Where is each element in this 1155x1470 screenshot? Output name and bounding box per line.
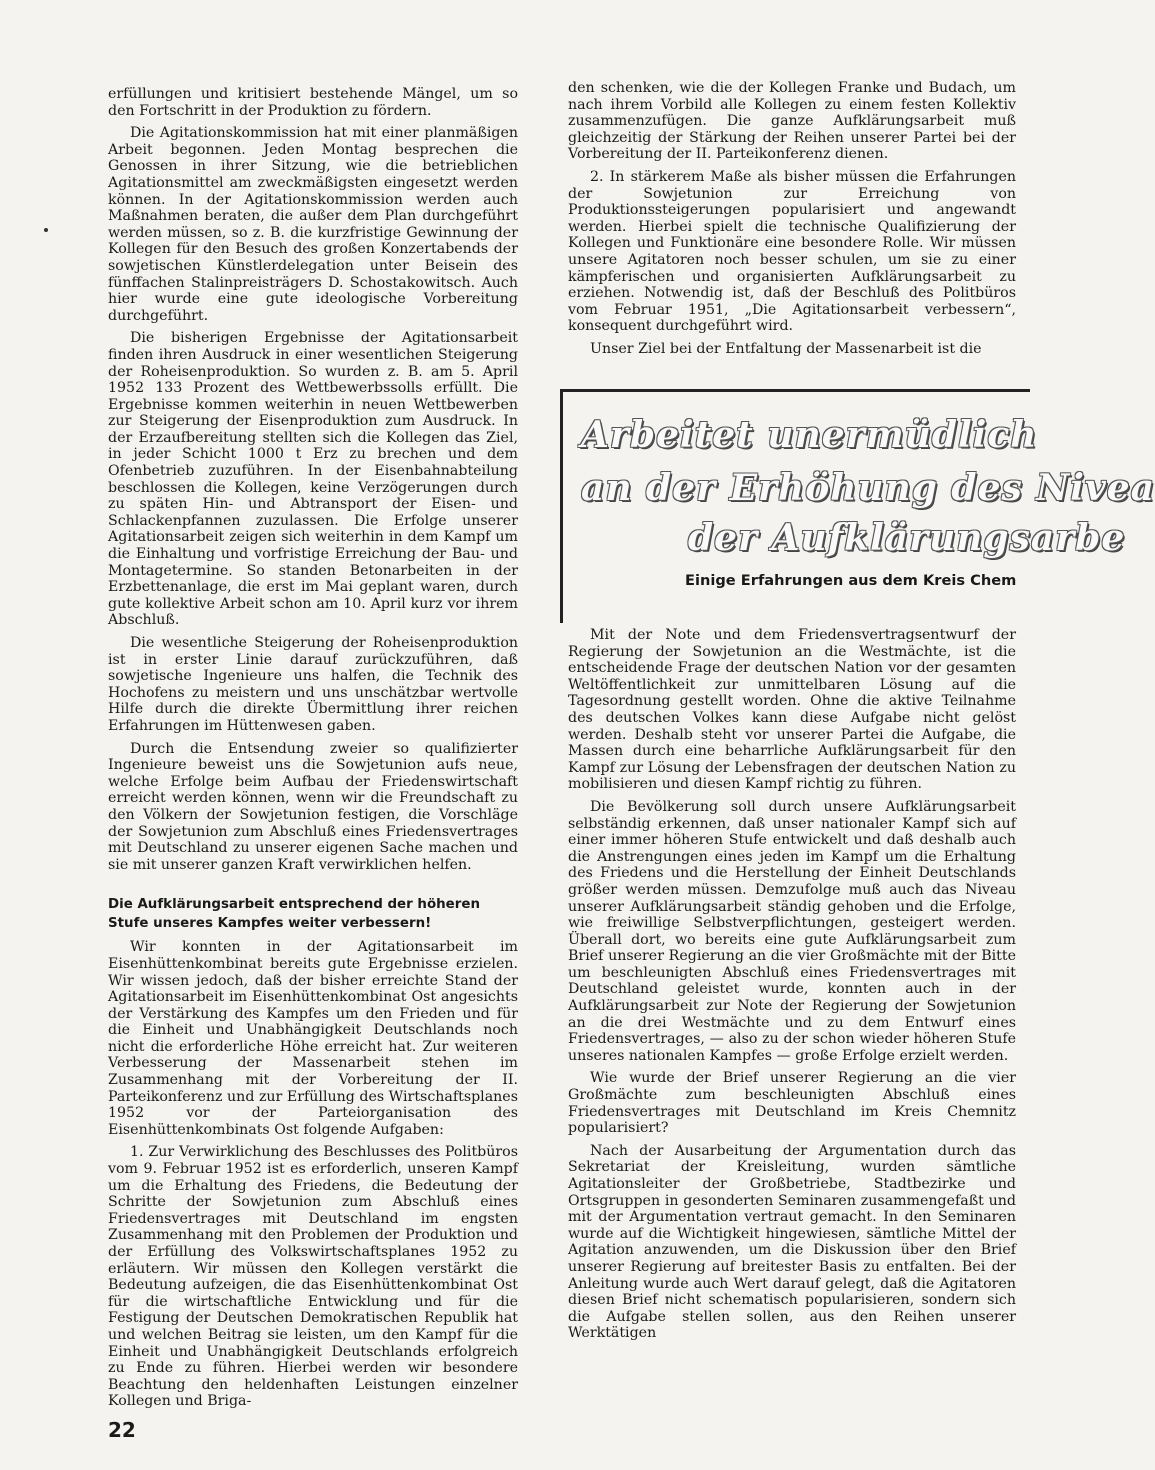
headline-line-1: Arbeitet unermüdlich — [581, 414, 1038, 456]
paragraph: Die bisherigen Ergebnisse der Agitationsarbeit finden ihren Ausdruck in einer wesentlichen Steigerung der Roheisenproduktion. So wurden z. B. am 5. April 1952 133 Prozent des Wettbewerbssolls erfüllt. Die Ergebnisse kommen weiterhin in neuen Wettbewerben zur Steigerung der Eisenproduktion zum Ausdruck. In der Erzaufbereitung stellten sich die Kollegen das Ziel, in jeder Schicht 1000 t Erz zu brechen und dem Ofenbetrieb zuzuführen. In der Eisenbahnabteilung beschlossen die Kollegen, keine Verzögerungen durch zu späten Hin- und Abtransport der Eisen- und Schlackenpfannen zuzulassen. Die Erfolge unserer Agitationsarbeit zeigen sich weiterhin in dem Kampf um die Einhaltung und vorfristige Erreichung der Bau- und Montagetermine. So standen Betonarbeiten in der Erzbettenanlage, die erst im Mai geplant waren, durch gute kollektive Arbeit schon am 10. April kurz vor ihrem Abschluß. — [108, 330, 518, 629]
paragraph: den schenken, wie die der Kollegen Franke und Budach, um nach ihrem Vorbild alle Kollegen zu einem festen Kollektiv zusammenzufügen. Die ganze Aufklärungsarbeit muß gleichzeitig der Stärkung der Reihen unserer Partei bei der Vorbereitung der II. Parteikonferenz dienen. — [568, 80, 1016, 163]
left-column — [108, 86, 518, 1416]
right-column-top — [568, 80, 1016, 364]
paragraph: Die Agitationskommission hat mit einer planmäßigen Arbeit begonnen. Jeden Montag besprechen die Genossen in ihrer Sitzung, wie die betrieblichen Agitationsmittel am zweckmäßigsten eingesetzt werden können. In der Agitationskommission werden auch Maßnahmen beraten, die außer dem Plan durchgeführt werden müssen, so z. B. die kurzfristige Gewinnung der Kollegen für den Besuch des großen Konzertabends der sowjetischen Künstlerdelegation unter Beisein des fünffachen Stalinpreisträgers D. Schostakowitsch. Auch hier wurde eine gute ideologische Vorbereitung durchgeführt. — [108, 125, 518, 324]
paragraph: Wie wurde der Brief unserer Regierung an die vier Großmächte zum beschleunigten Abschluß eines Friedensvertrages mit Deutschland im Kreis Chemnitz popularisiert? — [568, 1070, 1016, 1137]
article-subheading: Einige Erfahrungen aus dem Kreis Chem — [685, 572, 1017, 589]
headline-line-3: der Aufklärungsarbe — [688, 517, 1126, 559]
section-heading: Die Aufklärungsarbeit entsprechend der höheren Stufe unseres Kampfes weiter verbessern! — [108, 897, 480, 932]
paragraph: Die Bevölkerung soll durch unsere Aufklärungsarbeit selbständig erkennen, daß unser nationaler Kampf sich auf einer immer höheren Stufe entwickelt und daß deshalb auch die Anstrengungen eines jeden im Kampf um die Erhaltung des Friedens und die Herstellung der Einheit Deutschlands größer werden müssen. Demzufolge muß auch das Niveau unserer Aufklärungsarbeit ständig gehoben und die Erfolge, wie freiwillige Selbstverpflichtungen, gesteigert werden. Überall dort, wo bereits eine gute Aufklärungsarbeit zum Brief unserer Regierung an die vier Großmächte mit der Bitte um beschleunigten Abschluß eines Friedensvertrages mit Deutschland geleistet wurde, konnten auch in der Aufklärungsarbeit zur Note der Regierung der Sowjetunion an die drei Westmächte und zu dem Entwurf eines Friedensvertrages, — also zu der schon wieder höheren Stufe unseres nationalen Kampfes — große Erfolge erzielt werden. — [568, 798, 1016, 1064]
headline-line-2: an der Erhöhung des Nivea — [581, 467, 1155, 509]
paragraph: erfüllungen und kritisiert bestehende Mängel, um so den Fortschritt in der Produktion zu fördern. — [108, 86, 518, 119]
paragraph: Durch die Entsendung zweier so qualifizierter Ingenieure beweist uns die Sowjetunion aufs neue, welche Erfolge beim Aufbau der Friedenswirtschaft erreicht werden können, wenn wir die Freundschaft zu den Völkern der Sowjetunion festigen, die Vorschläge der Sowjetunion zum Abschluß eines Friedensvertrages mit Deutschland zu unserer eigenen Sache machen und sie mit unserer ganzen Kraft verwirklichen helfen. — [108, 740, 518, 873]
paragraph: 1. Zur Verwirklichung des Beschlusses des Politbüros vom 9. Februar 1952 ist es erforderlich, unseren Kampf um die Erhaltung des Friedens, die Bedeutung der Schritte der Sowjetunion zum Abschluß eines Friedensvertrages mit Deutschland im engsten Zusammenhang mit den Problemen der Produktion und der Erfüllung des Volkswirtschaftsplanes 1952 zu erläutern. Wir müssen den Kollegen verstärkt die Bedeutung aufzeigen, die das Eisenhüttenkombinat Ost für die wirtschaftliche Entwicklung und für die Festigung der Deutschen Demokratischen Republik hat und welchen Beitrag sie leisten, um den Kampf für die Einheit und Unabhängigkeit Deutschlands erfolgreich zu Ende zu führen. Hierbei werden wir besondere Beachtung den heldenhaften Leistungen einzelner Kollegen und Briga- — [108, 1144, 518, 1410]
paragraph: Nach der Ausarbeitung der Argumentation durch das Sekretariat der Kreisleitung, wurden sämtliche Agitationsleiter der Großbetriebe, Stadtbezirke und Ortsgruppen in gesonderten Seminaren zusammengefaßt und mit der Argumentation vertraut gemacht. In den Seminaren wurde auf die Wichtigkeit hingewiesen, sämtliche Mittel der Agitation anzuwenden, um die Diskussion über den Brief unserer Regierung auf breitester Basis zu entfalten. Bei der Anleitung wurde auch Wert darauf gelegt, daß die Agitatoren diesen Brief nicht schematisch popularisieren, sondern sich die Aufgabe stellen sollen, aus den Reihen unserer Werktätigen — [568, 1142, 1016, 1342]
article-title-box — [560, 389, 1155, 623]
right-column-lower — [568, 627, 1016, 1348]
paragraph: Wir konnten in der Agitationsarbeit im Eisenhüttenkombinat bereits gute Ergebnisse erzielen. Wir wissen jedoch, daß der bisher erreichte Stand der Agitationsarbeit im Eisenhüttenkombinat Ost angesichts der Verstärkung des Kampfes um den Frieden und für die Einheit und Unabhängigkeit Deutschlands noch nicht die erforderliche Höhe erreicht hat. Zur weiteren Verbesserung der Massenarbeit stehen im Zusammenhang mit der Vorbereitung der II. Parteikonferenz und zur Erfüllung des Wirtschaftsplanes 1952 vor der Parteiorganisation des Eisenhüttenkombinats Ost folgende Aufgaben: — [108, 939, 518, 1138]
margin-dot — [44, 228, 48, 232]
paragraph: 2. In stärkerem Maße als bisher müssen die Erfahrungen der Sowjetunion zur Erreichung von Produktionssteigerungen popularisiert und angewandt werden. Hierbei spielt die technische Qualifizierung der Kollegen und Funktionäre eine besondere Rolle. Wir müssen unsere Agitatoren noch besser schulen, um sie zu einer kämpferischen und organisierten Aufklärungsarbeit zu erziehen. Notwendig ist, daß der Beschluß des Politbüros vom Februar 1951, „Die Agitationsarbeit verbessern“, konsequent durchgeführt wird. — [568, 168, 1016, 335]
page-number: 22 — [108, 1418, 136, 1442]
paragraph: Die wesentliche Steigerung der Roheisenproduktion ist in erster Linie darauf zurückzuführen, daß sowjetische Ingenieure uns halfen, die Technik des Hochofens zu meistern und uns unschätzbar wertvolle Hilfe durch die direkte Übermittlung ihrer reichen Erfahrungen im Hüttenwesen gaben. — [108, 635, 518, 734]
paragraph: Mit der Note und dem Friedensvertragsentwurf der Regierung der Sowjetunion an die Westmächte, ist die entscheidende Frage der deutschen Nation vor der gesamten Weltöffentlichkeit zur unmittelbaren Lösung auf die Tagesordnung gestellt worden. Ohne die aktive Teilnahme des deutschen Volkes kann diese Aufgabe nicht gelöst werden. Deshalb steht vor unserer Partei die Aufgabe, die Massen durch eine beharrliche Aufklärungsarbeit für den Kampf zur Lösung der Lebensfragen der deutschen Nation zu mobilisieren und diesen Kampf richtig zu führen. — [568, 627, 1016, 793]
paragraph: Unser Ziel bei der Entfaltung der Massenarbeit ist die — [590, 340, 982, 357]
